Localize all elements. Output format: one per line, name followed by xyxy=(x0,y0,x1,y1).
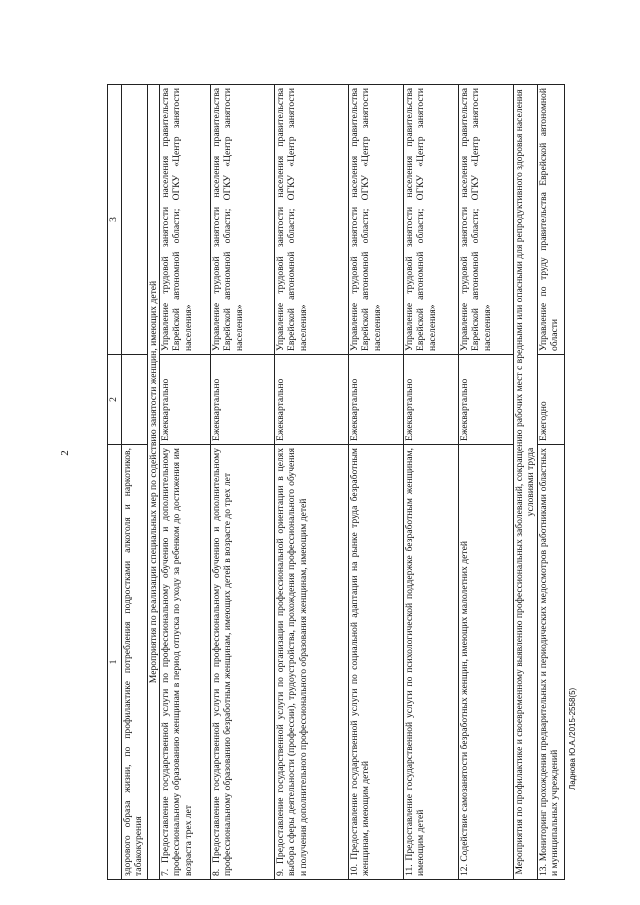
continuation-frequency xyxy=(122,355,148,445)
page-number: 2 xyxy=(58,450,71,456)
measure-text: 10. Предоставление государственной услуги по социальной адаптации на рынке труда безработным женщинам, имеющим детей xyxy=(349,445,404,880)
measures-table xyxy=(107,84,565,880)
measure-text: 9. Предоставление государственной услуги по организации профессиональной ориентации в целях выбора сферы деятельности (профессии), трудоустройства, прохождения профессионального обучения и получения дополнительного профессионального образования женщинам, имеющим детей xyxy=(275,445,349,880)
measure-responsible: Управление трудовой занятости населения правительства Еврейской автономной области; ОГКУ «Центр занятости населения» xyxy=(404,85,459,355)
column-3-header: 3 xyxy=(108,85,122,355)
measure-responsible: Управление по труду правительства Еврейской автономной области xyxy=(537,85,564,355)
measure-responsible: Управление трудовой занятости населения правительства Еврейской автономной области; ОГКУ «Центр занятости населения» xyxy=(275,85,349,355)
table-row xyxy=(160,85,211,880)
continuation-text: здорового образа жизни, по профилактике потребления подростками алкоголя и наркотиков, табакокурения xyxy=(122,445,148,880)
table-row xyxy=(537,85,564,880)
measure-text: 11. Предоставление государственной услуги по психологической поддержке безработным женщинам, имеющим детей xyxy=(404,445,459,880)
measure-text: 12. Содействие самозанятости безработных женщин, имеющих малолетних детей xyxy=(459,445,514,880)
footer-document-code: Ладнова Ю.А./2015-2558(5) xyxy=(568,687,577,790)
continuation-responsible xyxy=(122,85,148,355)
measure-responsible: Управление трудовой занятости населения правительства Еврейской автономной области; ОГКУ «Центр занятости населения» xyxy=(349,85,404,355)
measure-text: 7. Предоставление государственной услуги по профессиональному обучению и дополнительному профессиональному образованию женщинам в период отпуска по уходу за ребенком до достижения им возраста трех лет xyxy=(160,445,211,880)
table-row xyxy=(275,85,349,880)
table-row xyxy=(211,85,275,880)
table-row xyxy=(349,85,404,880)
measure-text: 13. Мониторинг прохождения предварительных и периодических медосмотров работниками областных и муниципальных учреждений xyxy=(537,445,564,880)
measure-frequency: Ежеквартально xyxy=(349,355,404,445)
continuation-row xyxy=(122,85,148,880)
column-header-row xyxy=(108,85,122,880)
measure-frequency: Ежеквартально xyxy=(275,355,349,445)
section-title-women-employment: Мероприятия по реализации специальных мер по содействию занятости женщин, имеющих детей xyxy=(148,85,160,880)
measure-text: 8. Предоставление государственной услуги по профессиональному обучению и дополнительному профессиональному образованию безработным женщинам, имеющих детей в возрасте до трех лет xyxy=(211,445,275,880)
section-header-row xyxy=(148,85,160,880)
table-row xyxy=(459,85,514,880)
measure-frequency: Ежеквартально xyxy=(211,355,275,445)
rotated-table-container xyxy=(107,85,587,880)
measure-responsible: Управление трудовой занятости населения правительства Еврейской автономной области; ОГКУ «Центр занятости населения» xyxy=(160,85,211,355)
section-header-row xyxy=(514,85,537,880)
measure-frequency: Ежеквартально xyxy=(459,355,514,445)
measure-responsible: Управление трудовой занятости населения правительства Еврейской автономной области; ОГКУ «Центр занятости населения» xyxy=(211,85,275,355)
table-row xyxy=(404,85,459,880)
measure-frequency: Ежегодно xyxy=(537,355,564,445)
column-1-header: 1 xyxy=(108,445,122,880)
measure-responsible: Управление трудовой занятости населения правительства Еврейской автономной области; ОГКУ «Центр занятости населения» xyxy=(459,85,514,355)
measure-frequency: Ежеквартально xyxy=(160,355,211,445)
section-title-occupational-health: Мероприятия по профилактике и своевременному выявлению профессиональных заболеваний, сокращению рабочих мест с вредными или опасными для репродуктивного здоровья населения условиями труда xyxy=(514,85,537,880)
measure-frequency: Ежеквартально xyxy=(404,355,459,445)
column-2-header: 2 xyxy=(108,355,122,445)
